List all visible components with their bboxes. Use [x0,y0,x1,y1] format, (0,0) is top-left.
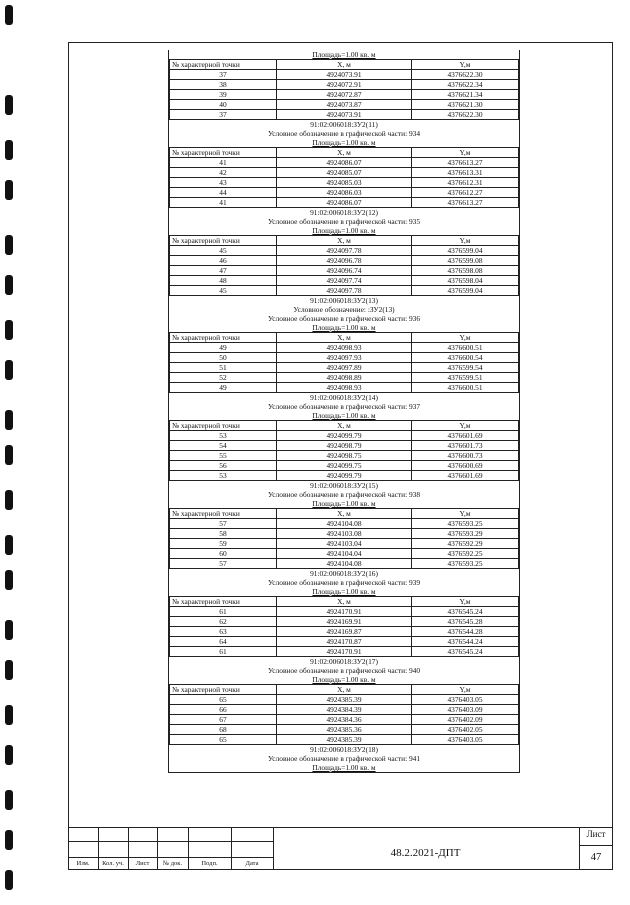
designation-caption: Условное обозначение в графической части: 935 [267,217,421,226]
point-number: 65 [170,695,277,705]
y-coordinate: 4376599.54 [412,363,519,373]
y-coordinate: 4376621.30 [412,100,519,110]
y-coordinate: 4376599.08 [412,256,519,266]
point-number: 52 [170,373,277,383]
designation-caption: Условное обозначение в графической части: 934 [267,129,421,138]
y-coordinate: 4376599.04 [412,286,519,296]
coordinates-list [168,50,520,773]
point-number: 63 [170,627,277,637]
table-row [170,441,519,451]
header-x: X, м [277,333,412,343]
point-number: 61 [170,647,277,657]
x-coordinate: 4924097.78 [277,286,412,296]
header-x: X, м [277,421,412,431]
y-coordinate: 4376593.25 [412,559,519,569]
x-coordinate: 4924099.79 [277,431,412,441]
sheet-label: Лист [586,829,606,839]
header-y: Y,м [412,236,519,246]
parcel-id: 91:02:006018:ЗУ2(16) [310,569,378,578]
header-x: X, м [277,236,412,246]
points-table [169,332,519,393]
table-row [170,529,519,539]
x-coordinate: 4924085.07 [277,168,412,178]
table-row [170,363,519,373]
y-coordinate: 4376600.51 [412,343,519,353]
table-row [170,451,519,461]
binding-mark [5,275,13,295]
designation-caption: Условное обозначение в графической части: 938 [267,490,421,499]
header-point-number: № характерной точки [170,60,277,70]
y-coordinate: 4376403.05 [412,695,519,705]
x-coordinate: 4924104.08 [277,559,412,569]
points-table [169,596,519,657]
y-coordinate: 4376598.04 [412,276,519,286]
y-coordinate: 4376592.29 [412,539,519,549]
parcel-id: 91:02:006018:ЗУ2(11) [310,120,378,129]
table-header-row [170,509,519,519]
binding-holes [0,0,40,905]
binding-mark [5,620,13,640]
header-point-number: № характерной точки [170,333,277,343]
x-coordinate: 4924098.75 [277,451,412,461]
x-coordinate: 4924385.39 [277,695,412,705]
area-caption: Площадь=1.00 кв. м [312,763,376,772]
y-coordinate: 4376601.69 [412,431,519,441]
binding-mark [5,490,13,510]
x-coordinate: 4924384.39 [277,705,412,715]
x-coordinate: 4924099.75 [277,461,412,471]
y-coordinate: 4376622.34 [412,80,519,90]
parcel-id: 91:02:006018:ЗУ2(12) [310,208,378,217]
x-coordinate: 4924098.79 [277,441,412,451]
point-number: 53 [170,431,277,441]
y-coordinate: 4376402.09 [412,715,519,725]
col-label-list: Лист [135,860,150,867]
x-coordinate: 4924385.39 [277,735,412,745]
y-coordinate: 4376545.28 [412,617,519,627]
x-coordinate: 4924098.93 [277,343,412,353]
x-coordinate: 4924086.03 [277,188,412,198]
table-row [170,627,519,637]
points-table [169,508,519,569]
x-coordinate: 4924073.87 [277,100,412,110]
binding-mark [5,790,13,810]
point-number: 45 [170,246,277,256]
binding-mark [5,570,13,590]
y-coordinate: 4376601.69 [412,471,519,481]
point-number: 37 [170,70,277,80]
points-table [169,420,519,481]
points-table [169,147,519,208]
y-coordinate: 4376621.34 [412,90,519,100]
x-coordinate: 4924086.07 [277,158,412,168]
y-coordinate: 4376592.25 [412,549,519,559]
binding-mark [5,445,13,465]
point-number: 41 [170,198,277,208]
table-header-row [170,148,519,158]
parcel-id: 91:02:006018:ЗУ2(15) [310,481,378,490]
y-coordinate: 4376612.31 [412,178,519,188]
area-caption: Площадь=1.00 кв. м [312,675,376,684]
y-coordinate: 4376601.73 [412,441,519,451]
header-point-number: № характерной точки [170,509,277,519]
table-row [170,549,519,559]
table-row [170,647,519,657]
area-caption: Площадь=1.00 кв. м [312,138,376,147]
header-x: X, м [277,685,412,695]
point-number: 47 [170,266,277,276]
y-coordinate: 4376599.51 [412,373,519,383]
y-coordinate: 4376612.27 [412,188,519,198]
x-coordinate: 4924384.36 [277,715,412,725]
header-y: Y,м [412,509,519,519]
table-row [170,256,519,266]
point-number: 48 [170,276,277,286]
table-row [170,100,519,110]
table-header-row [170,333,519,343]
binding-mark [5,320,13,340]
x-coordinate: 4924072.91 [277,80,412,90]
col-label-doc-no: № док. [162,860,183,867]
table-header-row [170,60,519,70]
binding-mark [5,5,13,25]
binding-mark [5,360,13,380]
table-row [170,188,519,198]
header-point-number: № характерной точки [170,685,277,695]
table-row [170,178,519,188]
header-y: Y,м [412,60,519,70]
parcel-id: 91:02:006018:ЗУ2(17) [310,657,378,666]
y-coordinate: 4376544.28 [412,627,519,637]
point-number: 50 [170,353,277,363]
point-number: 61 [170,607,277,617]
header-x: X, м [277,597,412,607]
x-coordinate: 4924104.08 [277,519,412,529]
designation-caption: Условное обозначение в графической части: 941 [267,754,421,763]
binding-mark [5,235,13,255]
table-row [170,198,519,208]
point-number: 42 [170,168,277,178]
y-coordinate: 4376600.54 [412,353,519,363]
y-coordinate: 4376600.73 [412,451,519,461]
binding-mark [5,660,13,680]
y-coordinate: 4376613.27 [412,158,519,168]
x-coordinate: 4924170.91 [277,647,412,657]
x-coordinate: 4924072.87 [277,90,412,100]
x-coordinate: 4924103.04 [277,539,412,549]
point-number: 56 [170,461,277,471]
binding-mark [5,140,13,160]
point-number: 57 [170,559,277,569]
point-number: 58 [170,529,277,539]
table-row [170,276,519,286]
header-y: Y,м [412,685,519,695]
table-row [170,353,519,363]
table-header-row [170,597,519,607]
x-coordinate: 4924073.91 [277,110,412,120]
y-coordinate: 4376598.08 [412,266,519,276]
y-coordinate: 4376599.04 [412,246,519,256]
header-point-number: № характерной точки [170,421,277,431]
area-caption: Площадь=1.00 кв. м [312,411,376,420]
table-header-row [170,236,519,246]
table-row [170,695,519,705]
binding-mark [5,95,13,115]
table-row [170,70,519,80]
binding-mark [5,705,13,725]
y-coordinate: 4376622.30 [412,110,519,120]
table-row [170,705,519,715]
table-row [170,461,519,471]
x-coordinate: 4924097.74 [277,276,412,286]
y-coordinate: 4376544.24 [412,637,519,647]
y-coordinate: 4376402.05 [412,725,519,735]
point-number: 57 [170,519,277,529]
y-coordinate: 4376403.09 [412,705,519,715]
x-coordinate: 4924096.74 [277,266,412,276]
table-row [170,715,519,725]
col-label-date: Дата [245,860,259,867]
y-coordinate: 4376613.31 [412,168,519,178]
area-caption: Площадь=1.00 кв. м [312,323,376,332]
point-number: 67 [170,715,277,725]
x-coordinate: 4924104.04 [277,549,412,559]
point-number: 37 [170,110,277,120]
x-coordinate: 4924170.87 [277,637,412,647]
designation-caption: Условное обозначение в графической части: 940 [267,666,421,675]
header-point-number: № характерной точки [170,236,277,246]
sheet-number: 47 [590,852,602,863]
designation-caption: Условное обозначение: :ЗУ2(13) [293,305,395,314]
point-number: 38 [170,80,277,90]
binding-mark [5,535,13,555]
table-row [170,168,519,178]
table-row [170,725,519,735]
header-point-number: № характерной точки [170,597,277,607]
parcel-id: 91:02:006018:ЗУ2(14) [310,393,378,402]
table-row [170,90,519,100]
point-number: 65 [170,735,277,745]
table-row [170,286,519,296]
header-point-number: № характерной точки [170,148,277,158]
point-number: 49 [170,383,277,393]
area-caption: Площадь=1.00 кв. м [312,50,376,59]
header-y: Y,м [412,421,519,431]
binding-mark [5,745,13,765]
table-header-row [170,421,519,431]
table-row [170,80,519,90]
table-row [170,471,519,481]
header-x: X, м [277,148,412,158]
binding-mark [5,870,13,890]
table-row [170,343,519,353]
point-number: 40 [170,100,277,110]
x-coordinate: 4924169.91 [277,617,412,627]
table-row [170,373,519,383]
table-row [170,559,519,569]
table-header-row [170,685,519,695]
y-coordinate: 4376593.25 [412,519,519,529]
points-table [169,59,519,120]
x-coordinate: 4924098.93 [277,383,412,393]
parcel-id: 91:02:006018:ЗУ2(13) [310,296,378,305]
header-y: Y,м [412,597,519,607]
x-coordinate: 4924097.93 [277,353,412,363]
y-coordinate: 4376622.30 [412,70,519,80]
table-row [170,158,519,168]
x-coordinate: 4924099.79 [277,471,412,481]
point-number: 62 [170,617,277,627]
points-table [169,684,519,745]
table-row [170,637,519,647]
area-caption: Площадь=1.00 кв. м [312,587,376,596]
table-row [170,539,519,549]
point-number: 43 [170,178,277,188]
point-number: 55 [170,451,277,461]
designation-caption: Условное обозначение в графической части: 939 [267,578,421,587]
table-row [170,383,519,393]
col-label-kol-uch: Кол. уч. [102,860,124,867]
x-coordinate: 4924097.78 [277,246,412,256]
point-number: 39 [170,90,277,100]
point-number: 54 [170,441,277,451]
y-coordinate: 4376613.27 [412,198,519,208]
table-row [170,519,519,529]
binding-mark [5,410,13,430]
header-y: Y,м [412,148,519,158]
area-caption: Площадь=1.00 кв. м [312,226,376,235]
point-number: 51 [170,363,277,373]
designation-caption: Условное обозначение в графической части: 937 [267,402,421,411]
x-coordinate: 4924096.78 [277,256,412,266]
point-number: 46 [170,256,277,266]
title-block [68,827,613,870]
x-coordinate: 4924385.36 [277,725,412,735]
table-row [170,735,519,745]
header-y: Y,м [412,333,519,343]
y-coordinate: 4376403.05 [412,735,519,745]
header-x: X, м [277,509,412,519]
x-coordinate: 4924098.89 [277,373,412,383]
x-coordinate: 4924086.07 [277,198,412,208]
point-number: 44 [170,188,277,198]
table-row [170,246,519,256]
designation-caption: Условное обозначение в графической части: 936 [267,314,421,323]
y-coordinate: 4376600.51 [412,383,519,393]
point-number: 64 [170,637,277,647]
table-row [170,431,519,441]
point-number: 45 [170,286,277,296]
col-label-signature: Подп. [201,860,218,867]
header-x: X, м [277,60,412,70]
parcel-id: 91:02:006018:ЗУ2(18) [310,745,378,754]
y-coordinate: 4376593.29 [412,529,519,539]
y-coordinate: 4376545.24 [412,647,519,657]
table-row [170,266,519,276]
point-number: 41 [170,158,277,168]
y-coordinate: 4376545.24 [412,607,519,617]
point-number: 53 [170,471,277,481]
area-caption: Площадь=1.00 кв. м [312,499,376,508]
point-number: 59 [170,539,277,549]
table-row [170,617,519,627]
x-coordinate: 4924073.91 [277,70,412,80]
x-coordinate: 4924170.91 [277,607,412,617]
point-number: 60 [170,549,277,559]
x-coordinate: 4924085.03 [277,178,412,188]
col-label-izm: Изм. [76,860,90,867]
binding-mark [5,180,13,200]
document-code: 48.2.2021-ДПТ [390,847,461,859]
point-number: 49 [170,343,277,353]
x-coordinate: 4924097.89 [277,363,412,373]
x-coordinate: 4924169.87 [277,627,412,637]
table-row [170,607,519,617]
point-number: 66 [170,705,277,715]
table-row [170,110,519,120]
x-coordinate: 4924103.08 [277,529,412,539]
point-number: 68 [170,725,277,735]
binding-mark [5,830,13,850]
points-table [169,235,519,296]
y-coordinate: 4376600.69 [412,461,519,471]
